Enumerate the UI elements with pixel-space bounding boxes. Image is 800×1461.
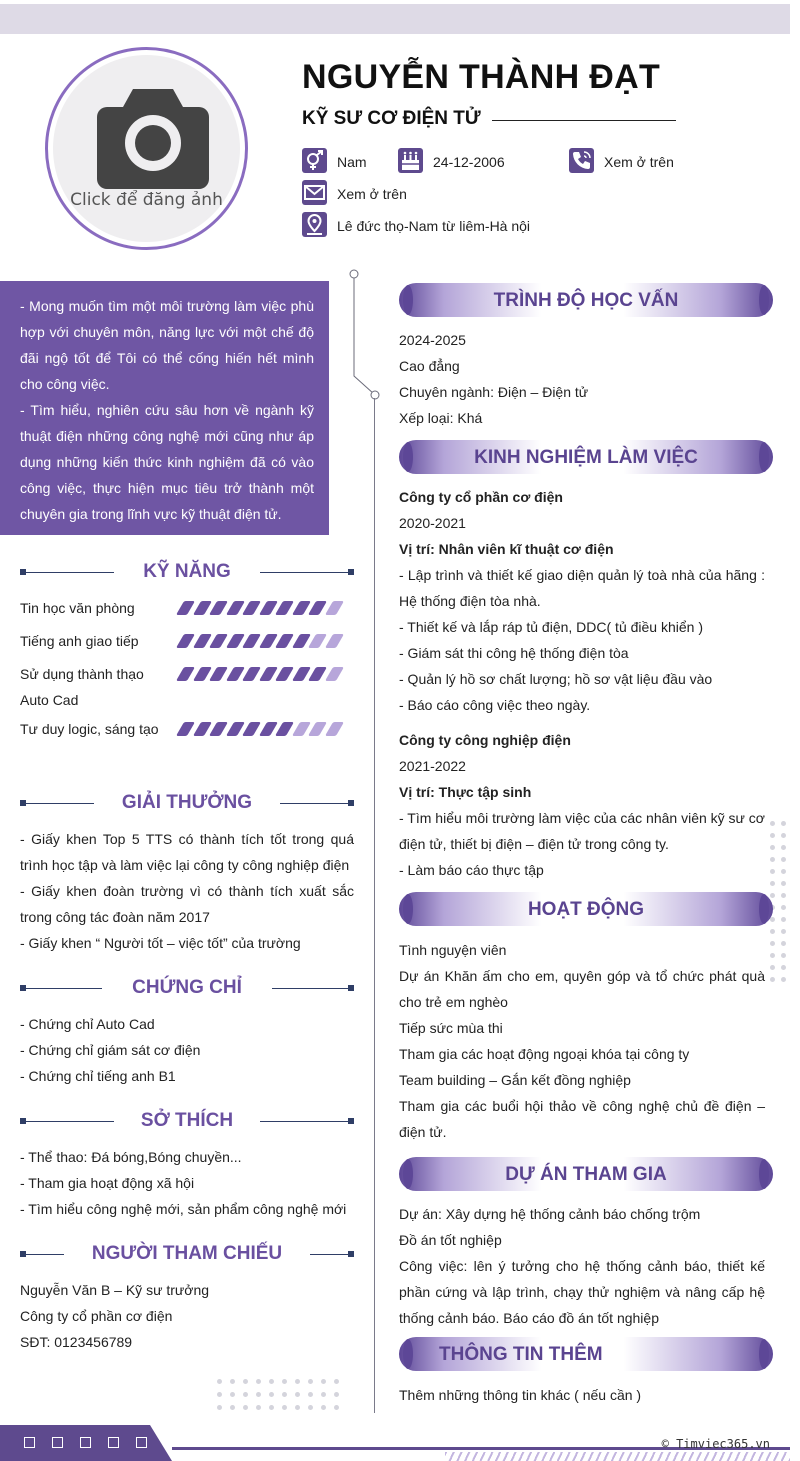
certificates-title: CHỨNG CHỈ [132,977,242,998]
copyright: © Timviec365.vn [661,1437,770,1451]
skill-rating-bar [176,634,346,648]
decorative-dots [217,1379,339,1410]
address-value[interactable]: Lê đức thọ-Nam từ liêm-Hà nội [337,218,531,234]
references-title: NGƯỜI THAM CHIẾU [91,1243,283,1264]
list-item: Chuyên ngành: Điện – Điện tử [399,384,589,400]
phone-icon [569,148,594,173]
projects-heading [399,1157,773,1191]
skill-rating-segment [242,667,261,681]
job-detail: - Tìm hiểu môi trường làm việc của các nhân viên kỹ sư cơ điện tử, thiết bị điện – điện tử trong công ty. [399,810,765,852]
avatar-upload-label[interactable]: Click để đăng ảnh [70,190,223,210]
job-position: Vị trí: Nhân viên kĩ thuật cơ điện [399,541,614,557]
list-item: Tham gia các hoạt động ngoại khóa tại công ty [399,1046,690,1062]
references-heading [20,1243,354,1267]
job-position: Vị trí: Thực tập sinh [399,784,532,800]
list-item: Xếp loại: Khá [399,410,483,426]
list-item: SĐT: 0123456789 [20,1334,133,1350]
list-item: - Giấy khen “ Người tốt – việc tốt” của trường [20,935,301,951]
timeline-connector [348,268,382,402]
list-item: Tiếp sức mùa thi [399,1020,503,1036]
skill-rating-segment [275,667,294,681]
certificates-list [20,1011,354,1089]
skill-rating-segment [324,722,343,736]
job-detail: - Quản lý hồ sơ chất lượng; hồ sơ vật liệu đầu vào [399,671,713,687]
skill-rating-bar [176,667,346,681]
job-detail: - Làm báo cáo thực tập [399,862,544,878]
skill-rating-bar [176,722,346,736]
certificates-heading [20,977,354,1001]
education-list [399,327,765,431]
skill-rating-segment [275,634,294,648]
list-item: - Chứng chỉ Auto Cad [20,1016,155,1032]
email-value[interactable]: Xem ở trên [337,186,407,202]
job-detail: - Thiết kế và lắp ráp tủ điện, DDC( tủ điều khiển ) [399,619,704,635]
job-detail: - Báo cáo công việc theo ngày. [399,697,591,713]
hobbies-title: SỞ THÍCH [140,1110,234,1131]
top-bar [0,4,790,34]
skill-rating-segment [275,722,294,736]
awards-title: GIẢI THƯỞNG [121,792,253,813]
list-item: - Giấy khen Top 5 TTS có thành tích tốt trong quá trình học tập và làm việc lại công ty công nghiệp điện [20,831,354,873]
list-item: Nguyễn Văn B – Kỹ sư trưởng [20,1282,210,1298]
footer-accent [0,1425,172,1461]
skill-rating-segment [324,634,343,648]
birthday-cake-icon [398,148,423,173]
skill-rating-segment [176,601,195,615]
career-objective[interactable] [0,281,329,535]
gender-value[interactable]: Nam [337,154,367,170]
list-item: - Tham gia hoạt động xã hội [20,1175,195,1191]
job-period: 2020-2021 [399,515,466,531]
activities-list [399,937,765,1145]
list-item: Công ty cổ phần cơ điện [20,1308,173,1324]
hobbies-list [20,1144,354,1222]
skill-rating-segment [308,722,327,736]
company-name: Công ty cổ phần cơ điện [399,489,563,505]
skill-rating-segment [308,667,327,681]
avatar-upload[interactable] [45,47,248,250]
gender-icon [302,148,327,173]
list-item: 2024-2025 [399,332,466,348]
footer-stripes [445,1452,790,1461]
location-pin-icon [302,212,327,237]
email-icon [302,180,327,205]
list-item: - Thể thao: Đá bóng,Bóng chuyền... [20,1149,242,1165]
skill-label: Tin học văn phòng [20,600,135,616]
projects-title: DỰ ÁN THAM GIA [505,1164,667,1185]
activities-heading [399,892,773,926]
footer [0,1425,790,1461]
skill-label: Tư duy logic, sáng tạo [20,721,159,737]
skill-rating-segment [176,667,195,681]
phone-value[interactable]: Xem ở trên [604,154,674,170]
list-item: Cao đẳng [399,358,460,374]
skill-rating-segment [242,722,261,736]
skill-rating-segment [209,667,228,681]
additional-info-text: Thêm những thông tin khác ( nếu cần ) [399,1387,642,1403]
additional-info-title: THÔNG TIN THÊM [439,1344,603,1365]
title-divider [492,120,676,121]
education-heading [399,283,773,317]
job-detail: - Giám sát thi công hệ thống điện tòa [399,645,629,661]
skill-rating-segment [308,601,327,615]
awards-heading [20,792,354,816]
objective-paragraph: - Tìm hiểu, nghiên cứu sâu hơn về ngành kỹ thuật điện những công nghệ mới cũng như áp dụng những kiến thức kinh nghiệm đã có vào công việc, thực hiện mục tiêu trở thành một chuyên gia trong lĩnh vực kỹ thuật điện tử. [20,402,314,522]
objective-paragraph: - Mong muốn tìm một môi trường làm việc phù hợp với chuyên môn, năng lực với một chế độ đãi ngộ tốt để Tôi có thể cống hiến hết mình cho công việc. [20,298,314,392]
list-item: Tham gia các buổi hội thảo về công nghệ chủ đề điện – điện tử. [399,1098,765,1140]
list-item: Tình nguyện viên [399,942,507,958]
list-item: - Chứng chỉ giám sát cơ điện [20,1042,201,1058]
list-item: - Tìm hiểu công nghệ mới, sản phẩm công nghệ mới [20,1201,347,1217]
skill-label: Sử dụng thành thạo Auto Cad [20,666,144,708]
activities-title: HOẠT ĐỘNG [527,899,645,920]
hobbies-heading [20,1110,354,1134]
skill-rating-segment [242,634,261,648]
list-item: Đồ án tốt nghiệp [399,1232,502,1248]
education-title: TRÌNH ĐỘ HỌC VẤN [493,290,679,311]
references-list [20,1277,354,1355]
candidate-name: NGUYỄN THÀNH ĐẠT [302,58,661,96]
skill-rating-segment [209,634,228,648]
camera-icon [97,85,209,189]
additional-info-heading [399,1337,773,1371]
list-item: Dự án: Xây dựng hệ thống cảnh báo chống trộm [399,1206,701,1222]
company-name: Công ty công nghiệp điện [399,732,571,748]
skills-title: KỸ NĂNG [143,561,231,582]
experience-job [399,727,765,883]
skill-rating-segment [176,634,195,648]
skill-rating-segment [242,601,261,615]
skill-rating-segment [176,722,195,736]
job-period: 2021-2022 [399,758,466,774]
skill-rating-segment [308,634,327,648]
skills-heading [20,561,354,585]
list-item: Công việc: lên ý tưởng cho hệ thống cảnh báo, thiết kế phần cứng và lập trình, chạy thử nghiệm và nâng cấp hệ thống cảnh báo. Báo cáo đồ án tốt nghiệp [399,1258,765,1326]
skill-rating-segment [324,601,343,615]
timeline-line [374,398,375,1413]
skill-rating-bar [176,601,346,615]
skill-rating-segment [209,722,228,736]
projects-list [399,1201,765,1331]
list-item: Dự án Khăn ấm cho em, quyên góp và tổ chức phát quà cho trẻ em nghèo [399,968,765,1010]
awards-list [20,826,354,956]
experience-heading [399,440,773,474]
job-detail: - Lập trình và thiết kế giao diện quản lý toà nhà của hãng : Hệ thống điện tòa nhà. [399,567,765,609]
list-item: - Chứng chỉ tiếng anh B1 [20,1068,176,1084]
experience-title: KINH NGHIỆM LÀM VIỆC [474,447,698,468]
skill-rating-segment [275,601,294,615]
list-item: - Giấy khen đoàn trường vì có thành tích xuất sắc trong công tác đoàn năm 2017 [20,883,354,925]
list-item: Team building – Gắn kết đồng nghiệp [399,1072,631,1088]
birthday-value[interactable]: 24-12-2006 [433,154,505,170]
experience-job [399,484,765,718]
avatar-placeholder[interactable] [53,55,240,242]
job-title: KỸ SƯ CƠ ĐIỆN TỬ [302,108,481,129]
skill-label: Tiếng anh giao tiếp [20,633,139,649]
skill-rating-segment [324,667,343,681]
skill-rating-segment [209,601,228,615]
